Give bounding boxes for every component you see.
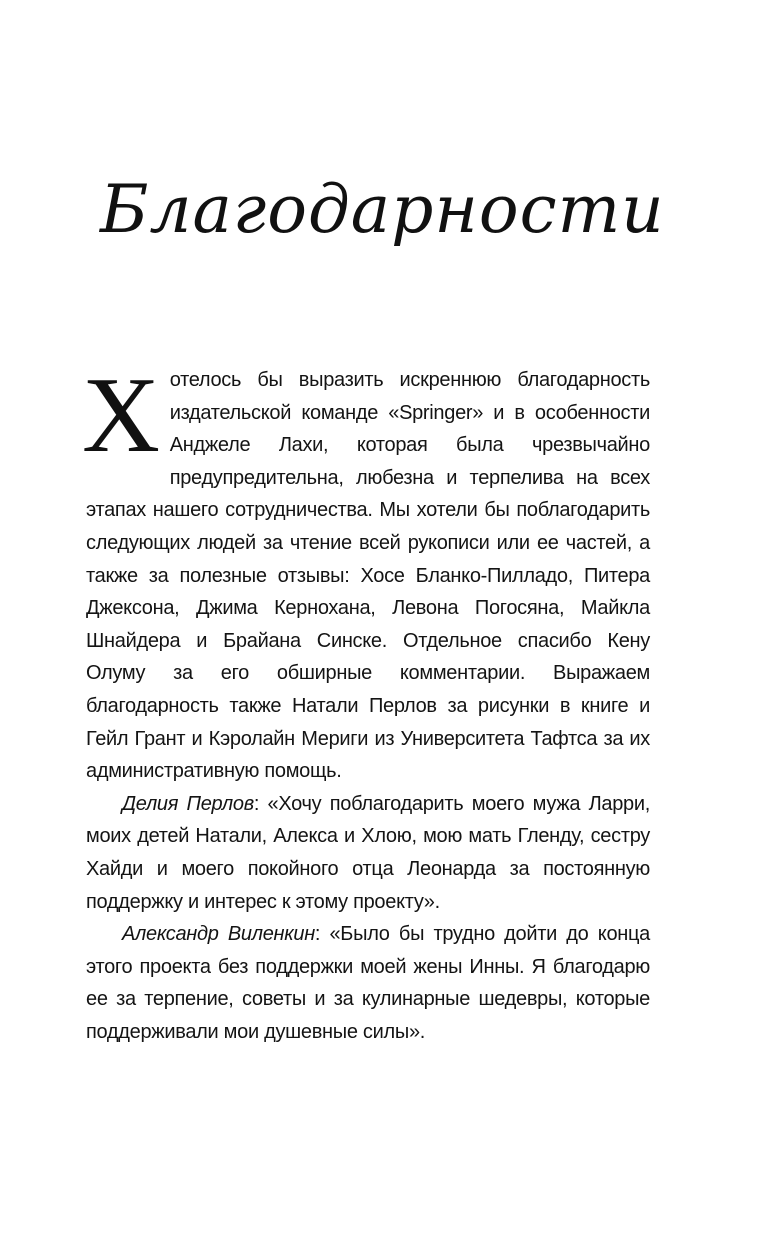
acknowledgements-body — [82, 356, 651, 1048]
delia-text: : «Хочу поблагодарить моего мужа Ларри, моих детей Натали, Алекса и Хлою, мою мать Гленду, сестру Хайди и моего покойного отца Леонарда за постоянную поддержку и интерес к этому проекту». — [86, 792, 650, 913]
intro-paragraph — [82, 356, 650, 788]
delia-paragraph — [86, 788, 650, 918]
alexander-paragraph — [86, 918, 650, 1048]
alexander-text: : «Было бы трудно дойти до конца этого проекта без поддержки моей жены Инны. Я благодарю ее за терпение, советы и за кулинарные шедевры, которые поддерживали мои душевные силы». — [86, 923, 651, 1043]
speaker-name-delia: Делия Перлов — [122, 792, 254, 815]
page-title: Благодарности — [100, 171, 665, 248]
drop-cap: Х — [82, 356, 160, 475]
intro-text: отелось бы выразить искреннюю благодарность издательской команде «Springer» и в особенности Анджеле Лахи, которая была чрезвычайно предупредительна, любезна и терпелива на всех этапах нашего сотрудничества. Мы хотели бы поблагодарить следующих людей за чтение всей рукописи или ее частей, а также за полезные отзывы: Хосе Бланко-Пилладо, Питера Джексона, Джима Кернохана, Левона Погосяна, Майкла Шнайдера и Брайана Синске. Отдельное спасибо Кену Олуму за его обширные комментарии. Выражаем благодарность также Натали Перлов за рисунки в книге и Гейл Грант и Кэролайн Мериги из Университета Тафтса за их административную помощь. — [86, 369, 650, 783]
speaker-name-alexander: Александр Виленкин — [122, 923, 315, 946]
